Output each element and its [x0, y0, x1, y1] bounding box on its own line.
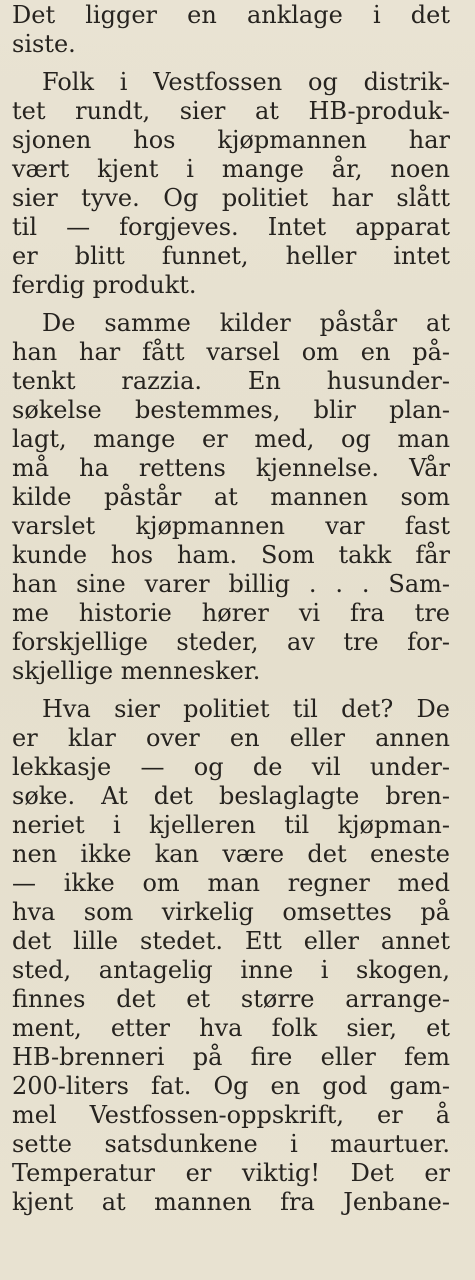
text-line: han har fått varsel om en på- [12, 338, 450, 366]
text-line: til — forgjeves. Intet apparat [12, 213, 450, 241]
text-line: siste. [12, 30, 76, 58]
text-line: HB-brenneri på fire eller fem [12, 1043, 450, 1071]
text-line: Folk i Vestfossen og distrik- [42, 68, 450, 96]
text-line: ment, etter hva folk sier, et [12, 1014, 450, 1042]
text-line: søke. At det beslaglagte bren- [12, 782, 450, 810]
text-line: er klar over en eller annen [12, 724, 450, 752]
text-line: Hva sier politiet til det? De [42, 695, 450, 723]
text-line: søkelse bestemmes, blir plan- [12, 396, 450, 424]
text-line: Det ligger en anklage i det [12, 1, 450, 29]
text-line: mel Vestfossen-oppskrift, er å [12, 1101, 450, 1129]
text-line: ferdig produkt. [12, 271, 197, 299]
text-line: han sine varer billig . . . Sam- [12, 570, 450, 598]
text-line: det lille stedet. Ett eller annet [12, 927, 450, 955]
text-line: sjonen hos kjøpmannen har [12, 126, 450, 154]
text-line: hva som virkelig omsettes på [12, 898, 450, 926]
text-line: må ha rettens kjennelse. Vår [12, 454, 450, 482]
text-line: me historie hører vi fra tre [12, 599, 450, 627]
text-line: kjent at mannen fra Jenbane- [12, 1188, 450, 1216]
text-line: Temperatur er viktig! Det er [12, 1159, 450, 1187]
text-line: sette satsdunkene i maurtuer. [12, 1130, 450, 1158]
text-line: kilde påstår at mannen som [12, 483, 450, 511]
text-line: — ikke om man regner med [12, 869, 450, 897]
text-line: forskjellige steder, av tre for- [12, 628, 450, 656]
text-line: vært kjent i mange år, noen [12, 155, 450, 183]
text-line: sier tyve. Og politiet har slått [12, 184, 450, 212]
text-line: skjellige mennesker. [12, 657, 261, 685]
text-line: er blitt funnet, heller intet [12, 242, 450, 270]
text-line: nen ikke kan være det eneste [12, 840, 450, 868]
text-line: neriet i kjelleren til kjøpman- [12, 811, 450, 839]
text-line: tet rundt, sier at HB-produk- [12, 97, 450, 125]
text-line: tenkt razzia. En husunder- [12, 367, 450, 395]
text-line: kunde hos ham. Som takk får [12, 541, 450, 569]
text-line: De samme kilder påstår at [42, 309, 450, 337]
text-line: 200-liters fat. Og en god gam- [12, 1072, 450, 1100]
text-line: finnes det et større arrange- [12, 985, 450, 1013]
text-line: varslet kjøpmannen var fast [12, 512, 450, 540]
text-line: lekkasje — og de vil under- [12, 753, 450, 781]
text-line: sted, antagelig inne i skogen, [12, 956, 450, 984]
text-line: lagt, mange er med, og man [12, 425, 450, 453]
